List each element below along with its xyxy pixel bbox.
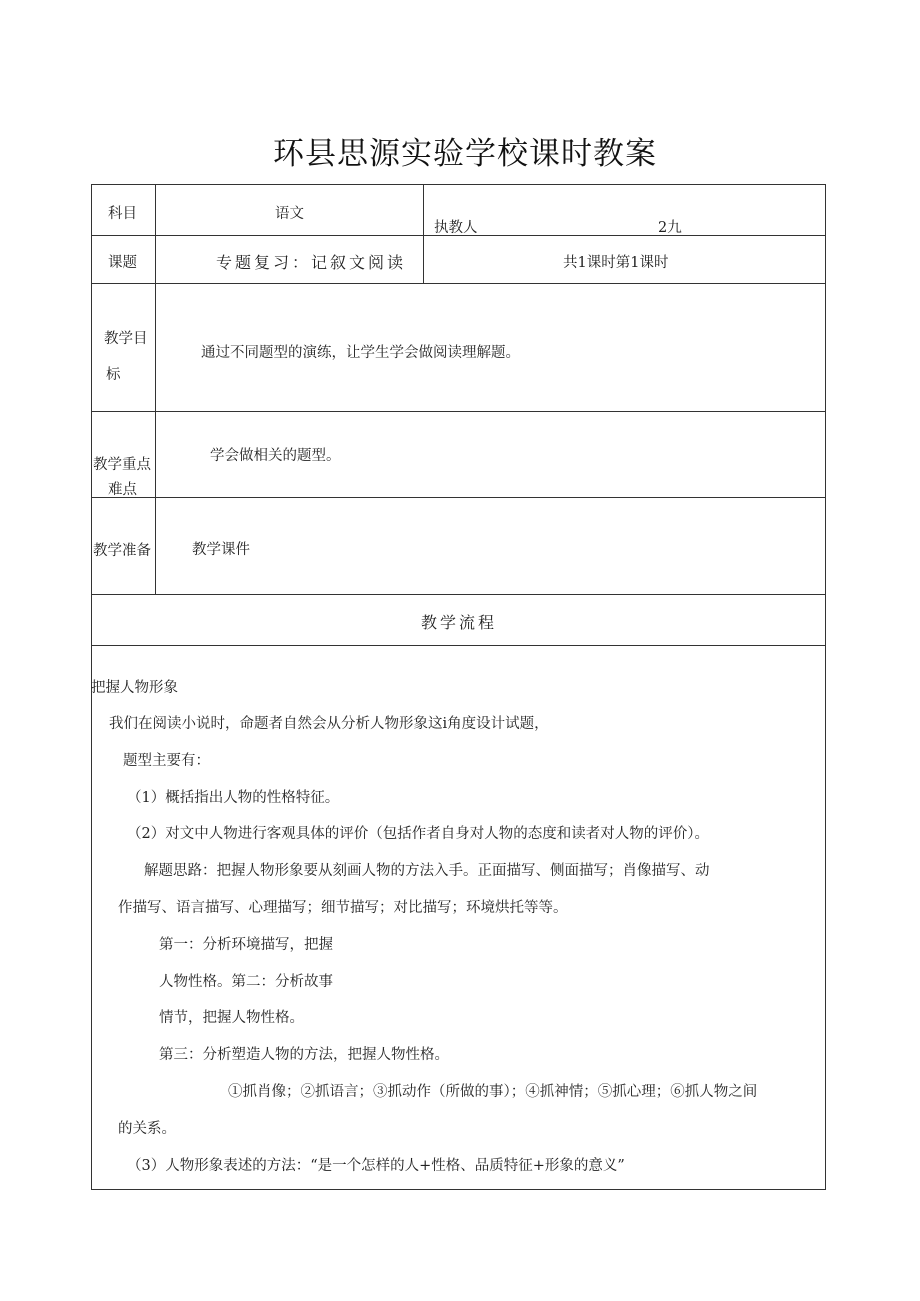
flow-line: （1）概括指出人物的性格特征。 — [127, 790, 340, 806]
table-rule — [91, 283, 826, 284]
topic-value: 专题复习：记叙文阅读 — [216, 253, 407, 272]
class-value: 2九 — [658, 220, 682, 236]
table-rule — [91, 184, 826, 185]
page-title: 环县思源实验学校课时教案 — [273, 136, 657, 172]
flow-line: 的关系。 — [118, 1121, 176, 1137]
flow-line: 题型主要有： — [123, 753, 210, 769]
flow-line: 第三：分析塑造人物的方法，把握人物性格。 — [159, 1047, 449, 1063]
table-rule — [155, 184, 156, 594]
goal-label: 教学目 — [104, 331, 148, 347]
flow-line: 情节，把握人物性格。 — [159, 1010, 304, 1026]
key-points-label-cont: 难点 — [108, 482, 137, 498]
flow-header: 教学流程 — [421, 613, 498, 632]
table-rule — [825, 184, 826, 1190]
flow-line: （2）对文中人物进行客观具体的评价（包括作者自身对人物的态度和读者对人物的评价）。 — [127, 826, 709, 842]
flow-line: ①抓肖像；②抓语言；③抓动作（所做的事）；④抓神情；⑤抓心理；⑥抓人物之间 — [228, 1084, 758, 1100]
flow-line: 我们在阅读小说时，命题者自然会从分析人物形象这i角度设计试题， — [109, 716, 549, 732]
table-rule — [91, 1189, 826, 1190]
goal-value: 通过不同题型的演练，让学生学会做阅读理解题。 — [201, 345, 520, 361]
table-rule — [91, 497, 826, 498]
key-points-label: 教学重点 — [93, 457, 151, 473]
preparation-value: 教学课件 — [192, 542, 250, 558]
flow-line: （3）人物形象表述的方法：“是一个怎样的人+性格、品质特征+形象的意义” — [127, 1158, 625, 1174]
flow-line: 把握人物形象 — [91, 680, 178, 696]
topic-label: 课题 — [108, 255, 137, 271]
table-rule — [91, 594, 826, 595]
flow-line: 解题思路：把握人物形象要从刻画人物的方法入手。正面描写、侧面描写；肖像描写、动 — [144, 863, 710, 879]
table-rule — [423, 184, 424, 283]
flow-line: 作描写、语言描写、心理描写；细节描写；对比描写；环境烘托等等。 — [118, 900, 568, 916]
key-points-value: 学会做相关的题型。 — [210, 448, 341, 464]
period-value: 共1课时第1课时 — [563, 255, 669, 271]
table-rule — [91, 645, 826, 646]
subject-value: 语文 — [275, 206, 304, 222]
teacher-label: 执教人 — [434, 220, 478, 236]
goal-label-cont: 标 — [106, 367, 121, 383]
preparation-label: 教学准备 — [93, 543, 151, 559]
table-rule — [91, 411, 826, 412]
flow-line: 人物性格。第二：分析故事 — [159, 974, 333, 990]
flow-line: 第一：分析环境描写，把握 — [159, 937, 333, 953]
subject-label: 科目 — [108, 206, 137, 222]
